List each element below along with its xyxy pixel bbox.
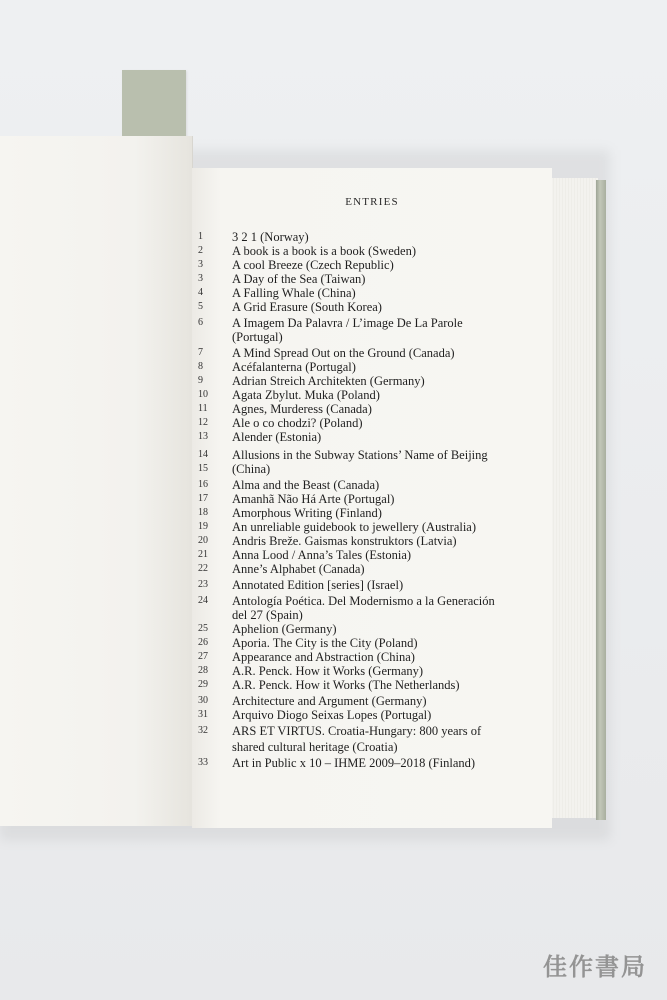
book-cover-edge: [596, 180, 606, 820]
watermark-text: 佳作書局: [543, 953, 647, 981]
left-page: [0, 136, 193, 826]
page-heading: ENTRIES: [345, 196, 399, 208]
page-stack-edge: [548, 178, 598, 818]
